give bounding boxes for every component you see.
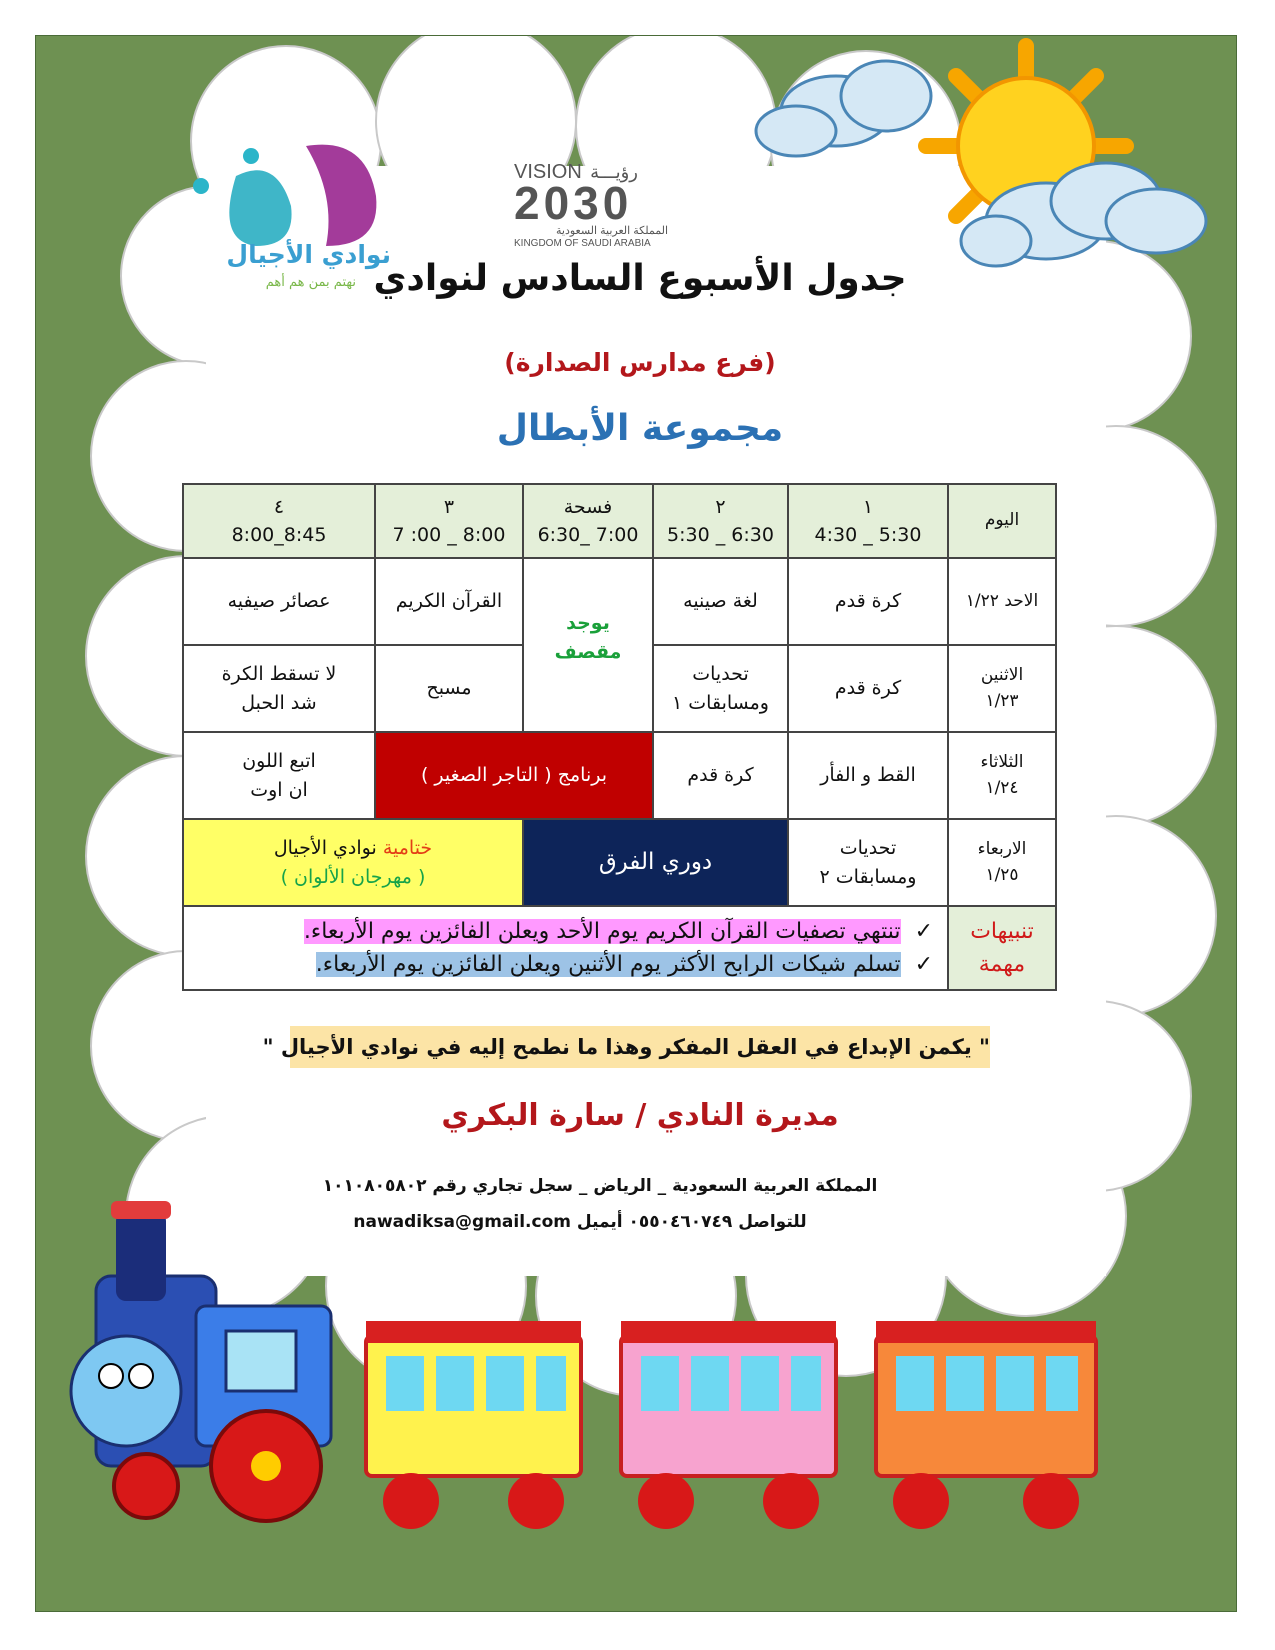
- activity-cell: القط و الفأر: [788, 732, 948, 819]
- group-name: مجموعة الأبطال: [496, 408, 784, 449]
- page-title: جدول الأسبوع السادس لنوادي: [373, 258, 907, 299]
- notes-label: تنبيهات مهمة: [948, 906, 1056, 990]
- table-row-wednesday: [183, 819, 1056, 906]
- check-icon: ✓: [914, 919, 933, 944]
- program-cell: برنامج ( التاجر الصغير ): [375, 732, 653, 819]
- schedule-table: [182, 483, 1057, 991]
- league-cell: دوري الفرق: [523, 819, 788, 906]
- address-line: المملكة العربية السعودية _ الرياض _ سجل تجاري رقم ١٠١٠٨٠٥٨٠٢: [322, 1176, 878, 1196]
- day-cell: الاربعاء ١/٢٥: [948, 819, 1056, 906]
- day-header: اليوم: [948, 484, 1056, 558]
- activity-cell: عصائر صيفيه: [183, 558, 375, 645]
- vision-kingdom-en: KINGDOM OF SAUDI ARABIA: [514, 238, 651, 249]
- table-header-row: [183, 484, 1056, 558]
- vision-year: 2030: [514, 177, 633, 229]
- table-row-sunday: [183, 558, 1056, 645]
- notes-cell: [183, 906, 948, 990]
- activity-cell: تحديات ومسابقات ١: [653, 645, 788, 732]
- note-item: ✓ تسلم شيكات الرابح الأكثر يوم الأثنين ويعلن الفائزين يوم الأربعاء.: [315, 952, 933, 977]
- activity-cell: لا تسقط الكرة شد الحبل: [183, 645, 375, 732]
- day-cell: الثلاثاء ١/٢٤: [948, 732, 1056, 819]
- period-2-header: ٢ 5:30 _ 6:30: [653, 484, 788, 558]
- period-4-header: ٤ 8:00_8:45: [183, 484, 375, 558]
- vision-arabic: رؤيـــة: [590, 162, 638, 182]
- vision-kingdom-ar: المملكة العربية السعودية: [556, 225, 668, 237]
- table-row-notes: [183, 906, 1056, 990]
- logo-tagline: نهتم بمن هم أهم: [265, 275, 356, 290]
- quote-banner: " يكمن الإبداع في العقل المفكر وهذا ما نطمح إليه في نوادي الأجيال ": [290, 1026, 990, 1068]
- note-item: ✓ تنتهي تصفيات القرآن الكريم يوم الأحد ويعلن الفائزين يوم الأربعاء.: [303, 919, 933, 944]
- break-cell: يوجد مقصف: [523, 558, 653, 732]
- contact-line: للتواصل ٠٥٥٠٤٦٠٧٤٩ أيميل nawadiksa@gmail.com: [353, 1212, 807, 1232]
- activity-cell: لغة صينيه: [653, 558, 788, 645]
- day-cell: الاحد ١/٢٢: [948, 558, 1056, 645]
- day-cell: الاثنين ١/٢٣: [948, 645, 1056, 732]
- vision-word: VISION: [514, 161, 582, 183]
- period-1-header: ١ 4:30 _ 5:30: [788, 484, 948, 558]
- activity-cell: تحديات ومسابقات ٢: [788, 819, 948, 906]
- activity-cell: مسبح: [375, 645, 523, 732]
- break-header: فسحة 6:30_ 7:00: [523, 484, 653, 558]
- branch-name: (فرع مدارس الصدارة): [504, 348, 776, 377]
- activity-cell: القرآن الكريم: [375, 558, 523, 645]
- table-row-tuesday: [183, 732, 1056, 819]
- period-3-header: ٣ 7 :00 _ 8:00: [375, 484, 523, 558]
- check-icon: ✓: [914, 952, 933, 977]
- activity-cell: كرة قدم: [653, 732, 788, 819]
- closing-cell: ختامية نوادي الأجيال ( مهرجان الألوان ): [183, 819, 523, 906]
- email-link[interactable]: nawadiksa@gmail.com: [353, 1212, 571, 1232]
- activity-cell: كرة قدم: [788, 558, 948, 645]
- logo-name: نوادي الأجيال: [226, 240, 391, 269]
- activity-cell: اتبع اللون ان اوت: [183, 732, 375, 819]
- manager-name: مديرة النادي / سارة البكري: [441, 1098, 839, 1133]
- activity-cell: كرة قدم: [788, 645, 948, 732]
